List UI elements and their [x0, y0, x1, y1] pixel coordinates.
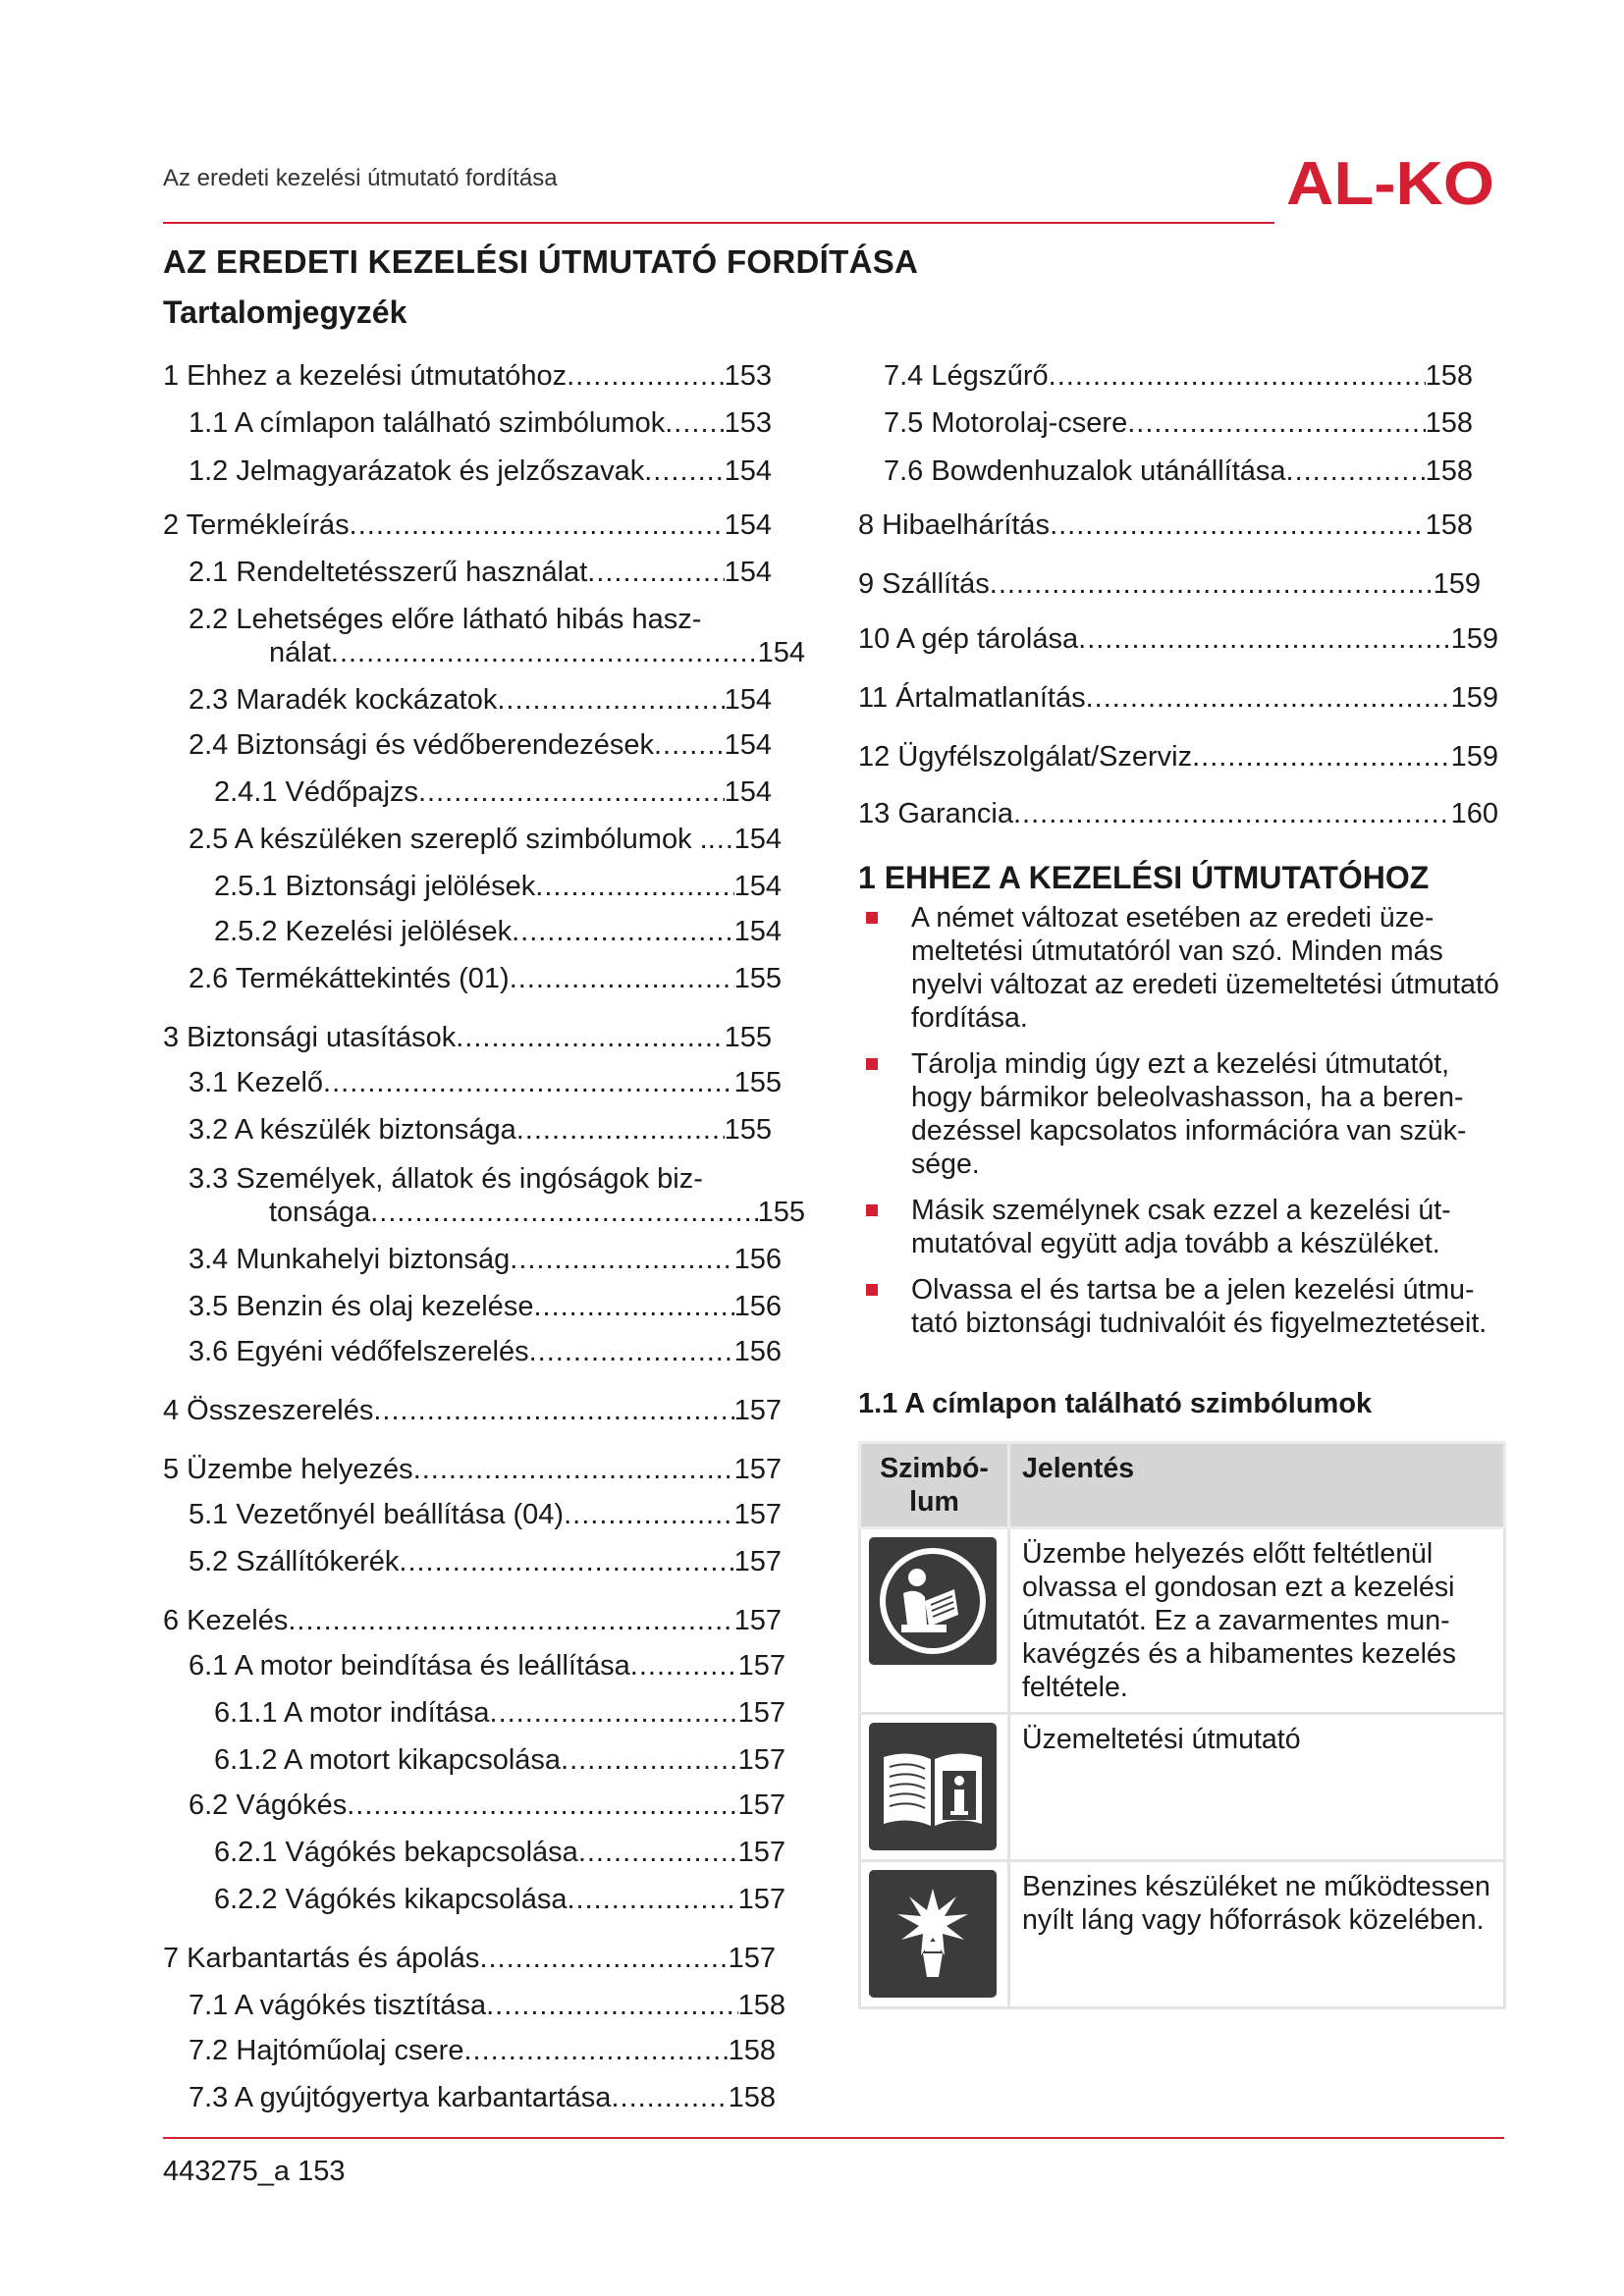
toc-leader-dots	[708, 823, 734, 856]
toc-entry[interactable]	[163, 1394, 782, 1427]
toc-entry[interactable]	[189, 2034, 776, 2067]
toc-entry-page: 157	[737, 1837, 785, 1868]
toc-entry[interactable]	[189, 454, 772, 488]
toc-leader-dots	[463, 2034, 728, 2067]
toc-entry[interactable]	[189, 962, 782, 995]
toc-entry-title: 4 Összeszerelés	[163, 1395, 374, 1426]
toc-entry-page: 159	[1450, 623, 1498, 655]
toc-entry-page: 156	[733, 1291, 782, 1322]
toc-leader-dots	[497, 683, 724, 717]
toc-entry-page: 157	[733, 1546, 782, 1577]
list-item: Másik személynek csak ezzel a kezelési útmutatóval együtt adja tovább a készüléket.	[858, 1194, 1506, 1260]
toc-entry[interactable]	[214, 1743, 785, 1777]
toc-entry-title: 1.1 A címlapon található szimbólumok	[189, 407, 666, 439]
toc-entry-title: 10 A gép tárolása	[858, 623, 1079, 655]
toc-entry-title: 6.1.1 A motor indítása	[214, 1697, 490, 1729]
toc-entry[interactable]	[189, 728, 772, 762]
toc-leader-dots	[370, 1196, 757, 1229]
toc-entry-title: 6.2.2 Vágókés kikapcsolása	[214, 1884, 568, 1915]
toc-entry[interactable]	[189, 1113, 772, 1147]
footer-rule	[163, 2137, 1504, 2139]
toc-entry-title: 1.2 Jelmagyarázatok és jelzőszavak	[189, 455, 645, 487]
toc-entry-title: 7.1 A vágókés tisztítása	[189, 1990, 487, 2021]
toc-entry-page: 153	[724, 407, 772, 439]
toc-leader-dots	[510, 1243, 733, 1276]
toc-entry-page: 157	[737, 1744, 785, 1776]
toc-entry[interactable]	[163, 1604, 782, 1637]
toc-entry-title: 3.4 Munkahelyi biztonság	[189, 1244, 511, 1275]
toc-entry-page: 158	[728, 2035, 776, 2066]
table-row	[860, 1714, 1505, 1861]
toc-entry-page: 155	[733, 1067, 782, 1098]
toc-entry-title: 7.3 A gyújtógyertya karbantartása	[189, 2082, 612, 2113]
toc-leader-dots	[1049, 359, 1426, 393]
toc-entry[interactable]	[189, 1545, 782, 1578]
toc-entry-title: 3.1 Kezelő	[189, 1067, 324, 1098]
toc-entry[interactable]	[189, 1789, 785, 1822]
table-header-row	[860, 1443, 1505, 1528]
toc-leader-dots	[510, 962, 734, 995]
list-item: A német változat esetében az eredeti üzemeltetési útmutatóról van szó. Minden más nyelvi változat az eredeti üzemeltetési útmutató fordítása.	[858, 901, 1506, 1035]
toc-leader-dots	[413, 1453, 734, 1486]
toc-entry[interactable]	[858, 567, 1481, 601]
meaning-cell: Benzines készüléket ne működtessen nyílt láng vagy hőforrások közelében.	[1009, 1861, 1505, 2008]
toc-entry-title: 7.6 Bowdenhuzalok utánállítása	[884, 455, 1286, 487]
toc-entry-title: 2.3 Maradék kockázatok	[189, 684, 498, 716]
toc-entry-page: 158	[1425, 455, 1473, 487]
toc-entry[interactable]	[189, 1243, 782, 1276]
toc-leader-dots	[561, 1743, 738, 1777]
toc-entry[interactable]	[189, 1498, 782, 1531]
toc-entry-page: 159	[1450, 682, 1498, 714]
toc-entry-title: 11 Ártalmatlanítás	[858, 682, 1086, 714]
toc-entry[interactable]	[858, 797, 1498, 830]
read-manual-icon	[869, 1537, 997, 1665]
toc-entry-page: 157	[728, 1943, 776, 1974]
toc-entry-title: 2.5 A készüléken szereplő szimbólumok .	[189, 824, 708, 855]
toc-leader-dots	[578, 1836, 738, 1869]
toc-leader-dots	[490, 1696, 738, 1730]
table-row	[860, 1861, 1505, 2008]
toc-entry-page: 157	[733, 1454, 782, 1485]
toc-leader-dots	[347, 1789, 737, 1822]
toc-entry-title: 7.5 Motorolaj-csere	[884, 407, 1128, 439]
toc-entry-page: 156	[733, 1244, 782, 1275]
toc-leader-dots	[990, 567, 1434, 601]
meaning-cell: Üzembe helyezés előtt feltétlenül olvassa el gondosan ezt a kezelési útmutatót. Ez a zavarmentes munkavégzés és a hibamentes kezelés feltétele.	[1009, 1528, 1505, 1714]
toc-entry-title: 5.2 Szállítókerék	[189, 1546, 400, 1577]
list-item: Tárolja mindig úgy ezt a kezelési útmutatót, hogy bármikor beleolvashasson, ha a berendezéssel kapcsolatos információra van szüksége.	[858, 1047, 1506, 1181]
toc-leader-dots	[564, 1498, 734, 1531]
toc-entry[interactable]	[163, 1942, 776, 1975]
toc-entry-title: 7.4 Légszűrő	[884, 360, 1049, 392]
toc-entry[interactable]	[214, 1696, 785, 1730]
toc-entry-page: 158	[1425, 407, 1473, 439]
toc-entry-page: 156	[733, 1336, 782, 1367]
table-row	[860, 1528, 1505, 1714]
toc-entry[interactable]	[189, 406, 772, 440]
toc-entry[interactable]	[214, 870, 782, 903]
toc-entry-title: 6.1 A motor beindítása és leállítása	[189, 1650, 630, 1682]
bullet-square-icon	[866, 1204, 878, 1216]
toc-entry[interactable]	[163, 1453, 782, 1486]
toc-leader-dots	[529, 1335, 734, 1368]
toc-leader-dots	[533, 1290, 733, 1323]
toc-entry-title: 8 Hibaelhárítás	[858, 509, 1051, 541]
toc-leader-dots	[331, 636, 758, 669]
toc-entry-page: 154	[724, 557, 772, 588]
toc-entry-page: 157	[737, 1697, 785, 1729]
toc-entry-title: 3.5 Benzin és olaj kezelése	[189, 1291, 534, 1322]
toc-leader-dots	[1192, 740, 1451, 774]
toc-leader-dots	[418, 775, 725, 809]
toc-entry-page: 154	[724, 455, 772, 487]
toc-entry-title: 13 Garancia	[858, 798, 1013, 829]
column-header-symbol: Szimbólum	[860, 1443, 1009, 1528]
toc-leader-dots	[1078, 622, 1450, 656]
toc-leader-dots	[516, 1113, 725, 1147]
list-item: Olvassa el és tartsa be a jelen kezelési útmutató biztonsági tudnivalóit és figyelmeztetéseit.	[858, 1273, 1506, 1340]
toc-entry-title: 2.4.1 Védőpajzs	[214, 776, 418, 808]
toc-entry-page: 157	[737, 1650, 785, 1682]
toc-leader-dots	[288, 1604, 733, 1637]
toc-entry-page: 158	[1425, 360, 1473, 392]
toc-entry-page: 158	[728, 2082, 776, 2113]
toc-entry[interactable]	[269, 636, 805, 669]
toc-leader-dots	[479, 1942, 728, 1975]
meaning-cell: Üzemeltetési útmutató	[1009, 1714, 1505, 1861]
svg-text:AL-KO: AL-KO	[1286, 155, 1494, 210]
toc-entry-page: 157	[733, 1499, 782, 1530]
toc-leader-dots	[630, 1649, 738, 1682]
toc-entry-title: 5.1 Vezetőnyél beállítása (04)	[189, 1499, 565, 1530]
toc-entry[interactable]	[163, 359, 772, 393]
toc-entry-page: 157	[737, 1884, 785, 1915]
toc-entry-page: 158	[1425, 509, 1473, 541]
toc-entry-page: 155	[724, 1022, 772, 1053]
toc-leader-dots	[665, 406, 724, 440]
toc-entry[interactable]	[884, 359, 1473, 393]
toc-entry-page: 154	[757, 637, 805, 668]
header-rule	[163, 222, 1274, 224]
toc-entry-title: 2.6 Termékáttekintés (01)	[189, 963, 510, 994]
toc-entry-title: 2.5.1 Biztonsági jelölések	[214, 871, 536, 902]
toc-entry-title: 7.2 Hajtóműolaj csere	[189, 2035, 464, 2066]
toc-entry-title: 5 Üzembe helyezés	[163, 1454, 413, 1485]
no-open-flame-icon	[869, 1870, 997, 1998]
toc-entry[interactable]	[858, 622, 1498, 656]
section-1-bullets	[858, 901, 1506, 1353]
toc-entry-title: 1 Ehhez a kezelési útmutatóhoz	[163, 360, 568, 392]
toc-entry-title: tonsága	[269, 1197, 371, 1228]
toc-leader-dots	[567, 359, 725, 393]
toc-entry[interactable]	[269, 1196, 805, 1229]
toc-entry-page: 157	[733, 1395, 782, 1426]
toc-leader-dots	[1086, 681, 1451, 715]
bullet-square-icon	[866, 1058, 878, 1070]
section-1-1-heading: 1.1 A címlapon található szimbólumok	[858, 1388, 1373, 1419]
toc-leader-dots	[512, 915, 734, 948]
toc-entry-page: 154	[724, 729, 772, 761]
toc-entry-page: 155	[724, 1114, 772, 1146]
symbols-table	[858, 1441, 1506, 2009]
footer-doc-ref: 443275_a 153	[163, 2156, 346, 2187]
toc-entry-title: 3.6 Egyéni védőfelszerelés	[189, 1336, 529, 1367]
toc-entry-page: 154	[733, 916, 782, 947]
toc-entry-title: 3.3 Személyek, állatok és ingóságok biz-	[189, 1163, 703, 1195]
toc-leader-dots	[350, 508, 725, 542]
toc-entry-page: 157	[737, 1789, 785, 1821]
toc-entry[interactable]	[189, 2081, 776, 2114]
toc-entry-page: 158	[737, 1990, 785, 2021]
toc-entry-title: 2.2 Lehetséges előre látható hibás hasz-	[189, 604, 702, 635]
column-header-meaning: Jelentés	[1009, 1443, 1505, 1528]
toc-entry[interactable]	[189, 556, 772, 589]
toc-entry[interactable]	[189, 823, 782, 856]
toc-entry[interactable]	[189, 1335, 782, 1368]
section-1-heading: 1 EHHEZ A KEZELÉSI ÚTMUTATÓHOZ	[858, 860, 1430, 895]
toc-entry-title: 2.5.2 Kezelési jelölések	[214, 916, 513, 947]
running-title: Az eredeti kezelési útmutató fordítása	[163, 165, 558, 191]
toc-entry[interactable]	[214, 915, 782, 948]
toc-entry-page: 159	[1450, 741, 1498, 773]
toc-entry[interactable]	[858, 681, 1498, 715]
toc-leader-dots	[611, 2081, 728, 2114]
toc-entry-title: 2 Termékleírás	[163, 509, 350, 541]
toc-leader-dots	[399, 1545, 733, 1578]
toc-entry-title: 2.1 Rendeltetésszerű használat	[189, 557, 588, 588]
toc-entry-title: 6.2 Vágókés	[189, 1789, 348, 1821]
toc-entry-title: 6.1.2 A motort kikapcsolása	[214, 1744, 562, 1776]
toc-entry[interactable]	[189, 1989, 785, 2022]
toc-entry-title: 3 Biztonsági utasítások	[163, 1022, 457, 1053]
toc-entry-title: 12 Ügyfélszolgálat/Szerviz	[858, 741, 1193, 773]
toc-entry-page: 153	[724, 360, 772, 392]
toc-entry-page: 154	[724, 509, 772, 541]
toc-leader-dots	[1286, 454, 1426, 488]
toc-entry[interactable]	[163, 1021, 772, 1054]
toc-entry-page: 159	[1433, 568, 1481, 600]
toc-leader-dots	[654, 728, 725, 762]
toc-entry-page: 154	[733, 871, 782, 902]
toc-leader-dots	[1013, 797, 1451, 830]
toc-leader-dots	[323, 1066, 734, 1099]
toc-leader-dots	[535, 870, 733, 903]
toc-entry-page: 154	[724, 684, 772, 716]
toc-title: Tartalomjegyzék	[163, 294, 407, 330]
toc-entry-page: 154	[733, 824, 782, 855]
toc-entry-page: 157	[733, 1605, 782, 1636]
al-ko-logo	[1286, 155, 1497, 210]
toc-entry-title: 6.2.1 Vágókés bekapcsolása	[214, 1837, 578, 1868]
toc-entry[interactable]	[214, 1883, 785, 1916]
toc-entry-title: 3.2 A készülék biztonsága	[189, 1114, 516, 1146]
toc-leader-dots	[456, 1021, 724, 1054]
toc-entry[interactable]	[884, 454, 1473, 488]
toc-entry-title: nálat	[269, 637, 331, 668]
manual-info-icon	[869, 1723, 997, 1850]
toc-leader-dots	[1127, 406, 1425, 440]
toc-entry-title: 6 Kezelés	[163, 1605, 289, 1636]
toc-leader-dots	[644, 454, 724, 488]
toc-entry-title: 9 Szállítás	[858, 568, 990, 600]
toc-entry-page: 160	[1450, 798, 1498, 829]
toc-entry-title: 2.4 Biztonsági és védőberendezések	[189, 729, 654, 761]
toc-entry[interactable]	[163, 508, 772, 542]
toc-entry-page: 154	[724, 776, 772, 808]
document-title: AZ EREDETI KEZELÉSI ÚTMUTATÓ FORDÍTÁSA	[163, 243, 919, 280]
toc-leader-dots	[568, 1883, 738, 1916]
toc-entry[interactable]	[189, 1290, 782, 1323]
bullet-square-icon	[866, 1284, 878, 1296]
toc-leader-dots	[1050, 508, 1426, 542]
toc-entry[interactable]	[189, 603, 701, 636]
toc-entry[interactable]	[858, 508, 1473, 542]
toc-entry-page: 155	[757, 1197, 805, 1228]
toc-entry[interactable]	[189, 1066, 782, 1099]
toc-entry[interactable]	[214, 1836, 785, 1869]
toc-entry[interactable]	[214, 775, 772, 809]
toc-entry[interactable]	[884, 406, 1473, 440]
toc-entry[interactable]	[189, 1649, 785, 1682]
toc-leader-dots	[373, 1394, 733, 1427]
toc-entry[interactable]	[858, 740, 1498, 774]
toc-leader-dots	[587, 556, 724, 589]
bullet-square-icon	[866, 912, 878, 924]
toc-entry[interactable]	[189, 683, 772, 717]
toc-leader-dots	[486, 1989, 738, 2022]
toc-entry[interactable]	[189, 1162, 703, 1196]
toc-entry-page: 155	[733, 963, 782, 994]
toc-entry-title: 7 Karbantartás és ápolás	[163, 1943, 480, 1974]
